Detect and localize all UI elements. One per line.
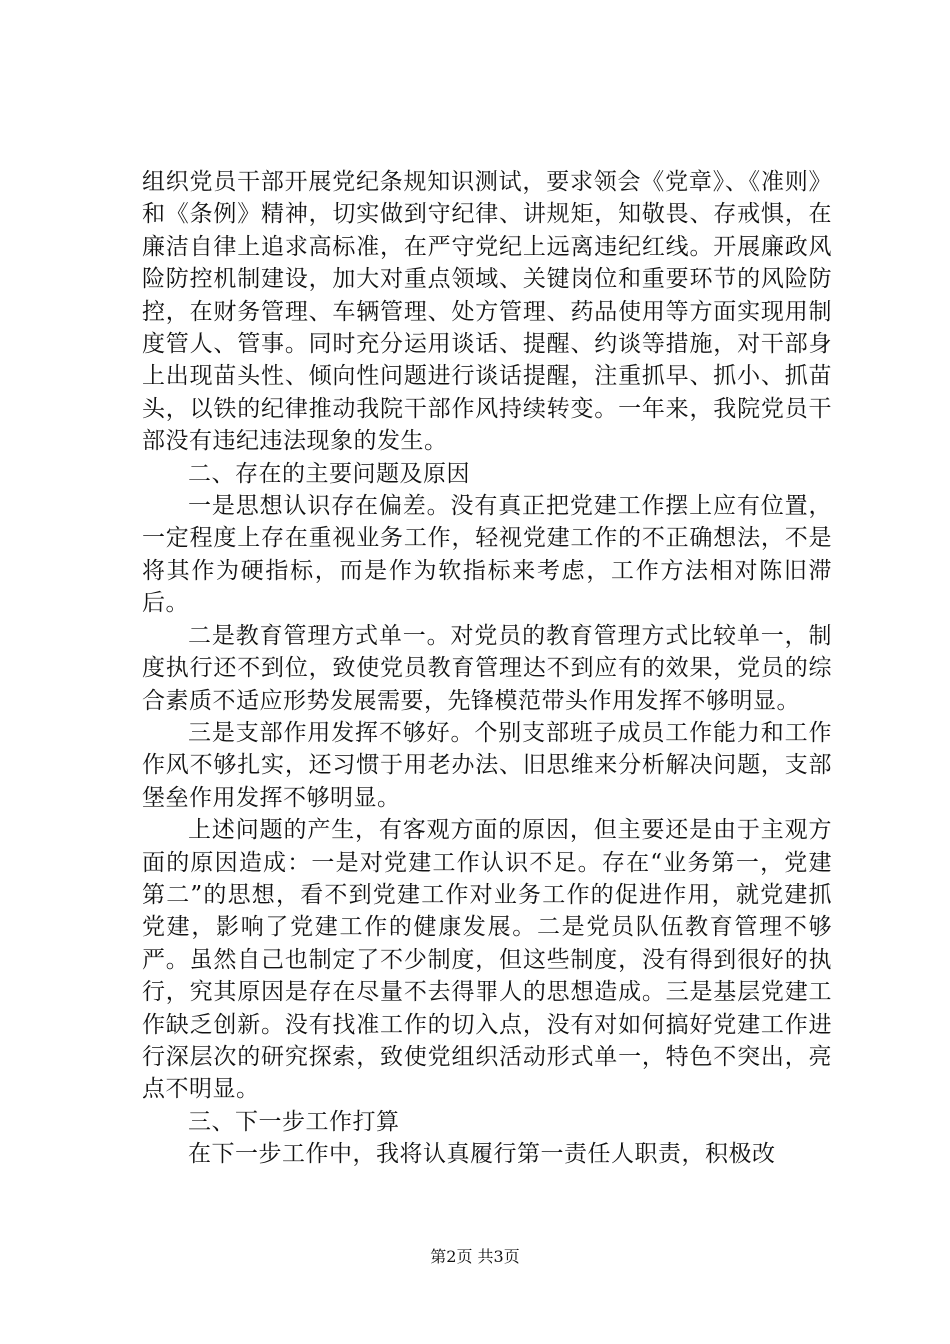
paragraph-problem-three: 三是支部作用发挥不够好。个别支部班子成员工作能力和工作作风不够扎实，还习惯于用老办法、旧思维来分析解决问题，支部堡垒作用发挥不够明显。: [142, 719, 832, 811]
section-heading-next-steps: 三、下一步工作打算: [188, 1108, 400, 1135]
paragraph-problem-two: 二是教育管理方式单一。对党员的教育管理方式比较单一，制度执行还不到位，致使党员教育管理达不到应有的效果，党员的综合素质不适应形势发展需要，先锋模范带头作用发挥不够明显。: [142, 622, 832, 714]
section-heading-problems: 二、存在的主要问题及原因: [188, 460, 470, 487]
paragraph-next-steps: 在下一步工作中，我将认真履行第一责任人职责，积极改: [188, 1141, 776, 1168]
page-footer: 第2页 共3页: [430, 1247, 520, 1266]
paragraph-problem-one: 一是思想认识存在偏差。没有真正把党建工作摆上应有位置，一定程度上存在重视业务工作，轻视党建工作的不正确想法，不是将其作为硬指标，而是作为软指标来考虑，工作方法相对陈旧滞后。: [142, 493, 832, 617]
paragraph-discipline: 组织党员干部开展党纪条规知识测试，要求领会《党章》、《准则》和《条例》精神，切实做到守纪律、讲规矩，知敬畏、存戒惧，在廉洁自律上追求高标准，在严守党纪上远离违纪红线。开展廉政风险防控机制建设，加大对重点领域、关键岗位和重要环节的风险防控，在财务管理、车辆管理、处方管理、药品使用等方面实现用制度管人、管事。同时充分运用谈话、提醒、约谈等措施，对干部身上出现苗头性、倾向性问题进行谈话提醒，注重抓早、抓小、抓苗头，以铁的纪律推动我院干部作风持续转变。一年来，我院党员干部没有违纪违法现象的发生。: [142, 169, 832, 455]
document-body: [142, 166, 832, 1171]
paragraph-causes: 上述问题的产生，有客观方面的原因，但主要还是由于主观方面的原因造成：一是对党建工作认识不足。存在“业务第一，党建第二”的思想，看不到党建工作对业务工作的促进作用，就党建抓党建，影响了党建工作的健康发展。二是党员队伍教育管理不够严。虽然自己也制定了不少制度，但这些制度，没有得到很好的执行，究其原因是存在尽量不去得罪人的思想造成。三是基层党建工作缺乏创新。没有找准工作的切入点，没有对如何搞好党建工作进行深层次的研究探索，致使党组织活动形式单一，特色不突出，亮点不明显。: [142, 817, 832, 1103]
